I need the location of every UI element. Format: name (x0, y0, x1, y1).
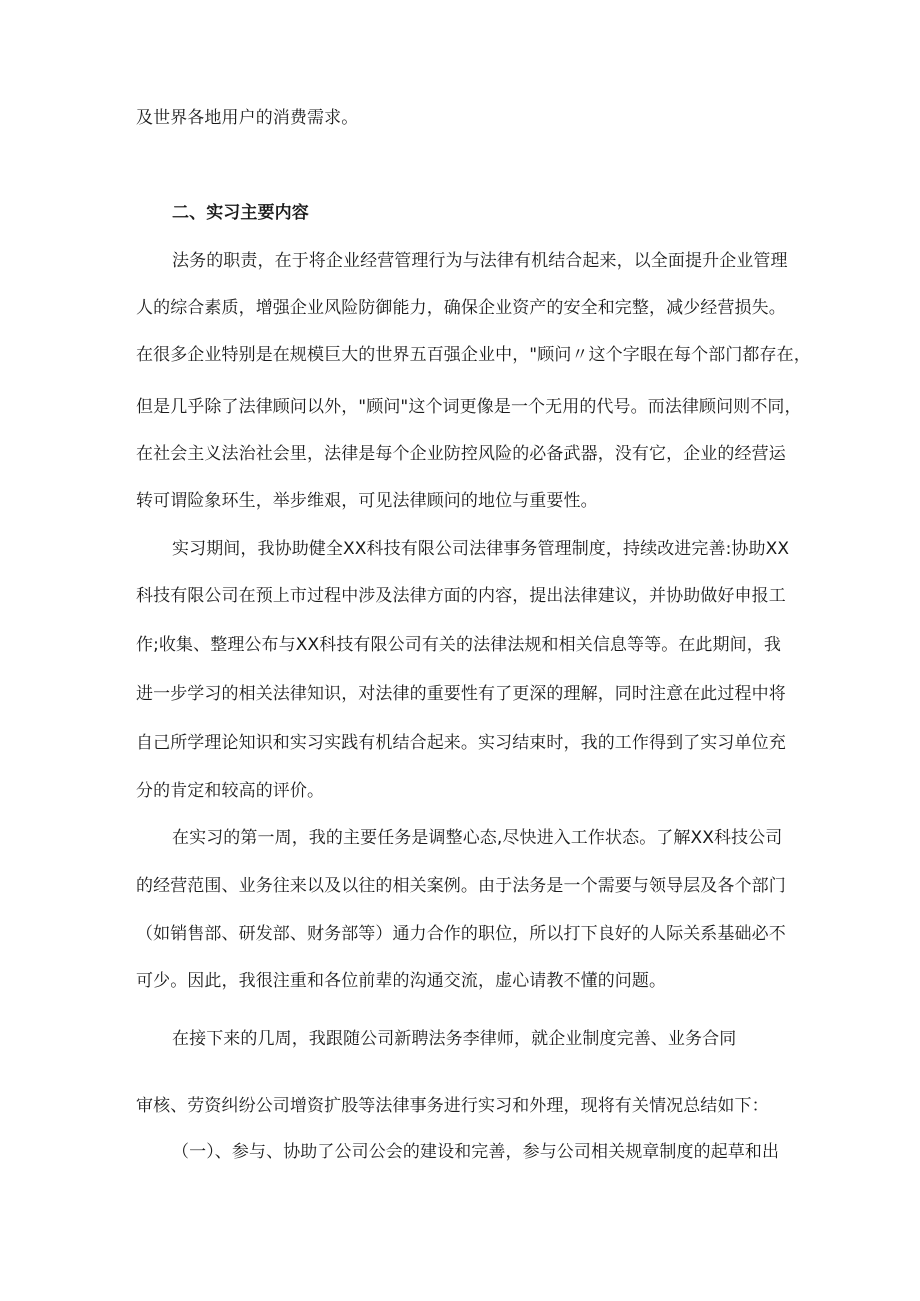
intro-tail-line: 及世界各地用户的消费需求。 (136, 108, 359, 128)
paragraph-2-line-4: 进一步学习的相关法律知识，对法律的重要性有了更深的理解，同时注意在此过程中将 (136, 684, 786, 704)
paragraph-5-line-1: （一）、参与、协助了公司公会的建设和完善，参与公司相关规章制度的起草和出 (172, 1142, 780, 1162)
paragraph-2-line-1: 实习期间，我协助健全XX科技有限公司法律事务管理制度，持续改进完善:协助XX (172, 539, 790, 559)
section-heading: 二、实习主要内容 (172, 203, 309, 223)
paragraph-2-line-2: 科技有限公司在预上市过程中涉及法律方面的内容，提出法律建议，并协助做好申报工 (136, 586, 786, 606)
paragraph-4-line-2: 审核、劳资纠纷公司增资扩股等法律事务进行实习和外理，现将有关情况总结如下： (136, 1096, 769, 1116)
paragraph-3-line-2: 的经营范围、业务往来以及以往的相关案例。由于法务是一个需要与领导层及各个部门 (136, 876, 786, 896)
paragraph-2-line-5: 自己所学理论知识和实习实践有机结合起来。实习结束时，我的工作得到了实习单位充 (136, 733, 786, 753)
paragraph-2-line-3: 作;收集、整理公布与XX科技有限公司有关的法律法规和相关信息等等。在此期间，我 (136, 635, 781, 655)
paragraph-1-line-4: 但是几乎除了法律顾问以外，"顾问"这个词更像是一个无用的代号。而法律顾问则不同， (136, 397, 802, 417)
paragraph-3-line-4: 可少。因此，我很注重和各位前辈的沟通交流，虚心请教不懂的问题。 (136, 971, 667, 991)
paragraph-4-line-1: 在接下来的几周，我跟随公司新聘法务李律师，就企业制度完善、业务合同 (172, 1029, 737, 1049)
paragraph-3-line-1: 在实习的第一周，我的主要任务是调整心态,尽快进入工作状态。了解XX科技公司 (172, 828, 783, 848)
paragraph-1-line-1: 法务的职责，在于将企业经营管理行为与法律有机结合起来，以全面提升企业管理 (172, 251, 788, 271)
paragraph-1-line-5: 在社会主义法治社会里，法律是每个企业防控风险的必备武器，没有它，企业的经营运 (136, 444, 786, 464)
paragraph-1-line-6: 转可谓险象环生，举步维艰，可见法律顾问的地位与重要性。 (136, 491, 598, 511)
paragraph-2-line-6: 分的肯定和较高的评价。 (136, 781, 325, 801)
paragraph-1-line-2: 人的综合素质，增强企业风险防御能力，确保企业资产的安全和完整，减少经营损失。 (136, 298, 786, 318)
paragraph-3-line-3: （如销售部、研发部、财务部等）通力合作的职位，所以打下良好的人际关系基础必不 (136, 924, 786, 944)
paragraph-1-line-3: 在很多企业特别是在规模巨大的世界五百强企业中，"顾问〃这个字眼在每个部门都存在， (136, 345, 811, 365)
